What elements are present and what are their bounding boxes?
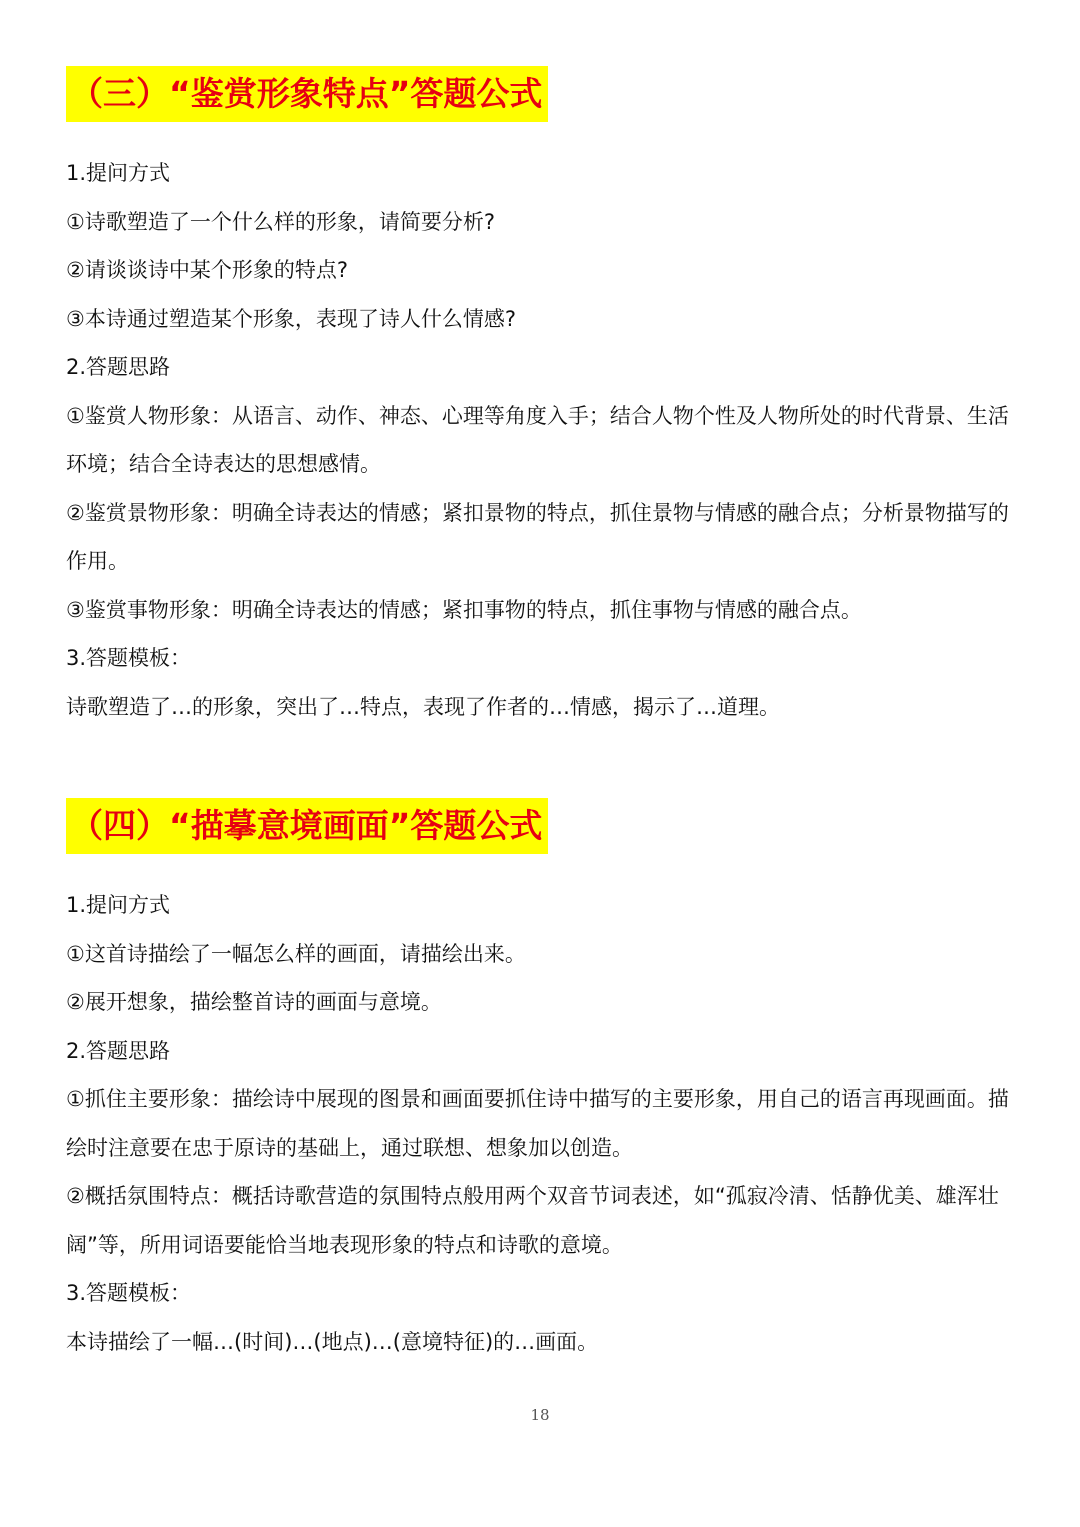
section-heading: （三）“鉴赏形象特点”答题公式 xyxy=(66,66,548,122)
approach-item: ③鉴赏事物形象：明确全诗表达的情感；紧扣事物的特点，抓住事物与情感的融合点。 xyxy=(66,597,862,622)
question-method-title: 1.提问方式 xyxy=(66,893,171,917)
answer-template-text: 诗歌塑造了…的形象，突出了…特点，表现了作者的…情感，揭示了…道理。 xyxy=(66,694,780,719)
question-method-title: 1.提问方式 xyxy=(66,161,171,185)
section-heading: （四）“描摹意境画面”答题公式 xyxy=(66,798,548,854)
question-item: ①诗歌塑造了一个什么样的形象，请简要分析? xyxy=(66,209,495,234)
section-three xyxy=(66,66,1026,731)
answer-template-title: 3.答题模板： xyxy=(66,646,192,670)
section-body xyxy=(66,149,1026,731)
approach-item: ①抓住主要形象：描绘诗中展现的图景和画面要抓住诗中描写的主要形象，用自己的语言再现画面。描绘时注意要在忠于原诗的基础上，通过联想、想象加以创造。 xyxy=(66,1087,1009,1160)
section-body xyxy=(66,881,1026,1366)
question-item: ③本诗通过塑造某个形象，表现了诗人什么情感? xyxy=(66,306,516,331)
question-item: ①这首诗描绘了一幅怎么样的画面，请描绘出来。 xyxy=(66,941,526,966)
answer-approach-title: 2.答题思路 xyxy=(66,1038,171,1063)
page-number: 18 xyxy=(530,1406,550,1424)
answer-approach-title: 2.答题思路 xyxy=(66,355,171,379)
approach-item: ②鉴赏景物形象：明确全诗表达的情感；紧扣景物的特点，抓住景物与情感的融合点；分析景物描写的作用。 xyxy=(66,500,1009,573)
approach-item: ①鉴赏人物形象：从语言、动作、神态、心理等角度入手；结合人物个性及人物所处的时代背景、生活环境；结合全诗表达的思想感情。 xyxy=(66,403,1009,476)
answer-template-title: 3.答题模板： xyxy=(66,1281,192,1305)
approach-item: ②概括氛围特点：概括诗歌营造的氛围特点般用两个双音节词表述，如“孤寂冷清、恬静优美、雄浑壮阔”等，所用词语要能恰当地表现形象的特点和诗歌的意境。 xyxy=(66,1184,999,1257)
question-item: ②展开想象，描绘整首诗的画面与意境。 xyxy=(66,990,442,1014)
answer-template-text: 本诗描绘了一幅…(时间)…(地点)…(意境特征)的…画面。 xyxy=(66,1329,599,1354)
section-four xyxy=(66,798,1026,1366)
question-item: ②请谈谈诗中某个形象的特点? xyxy=(66,258,348,282)
